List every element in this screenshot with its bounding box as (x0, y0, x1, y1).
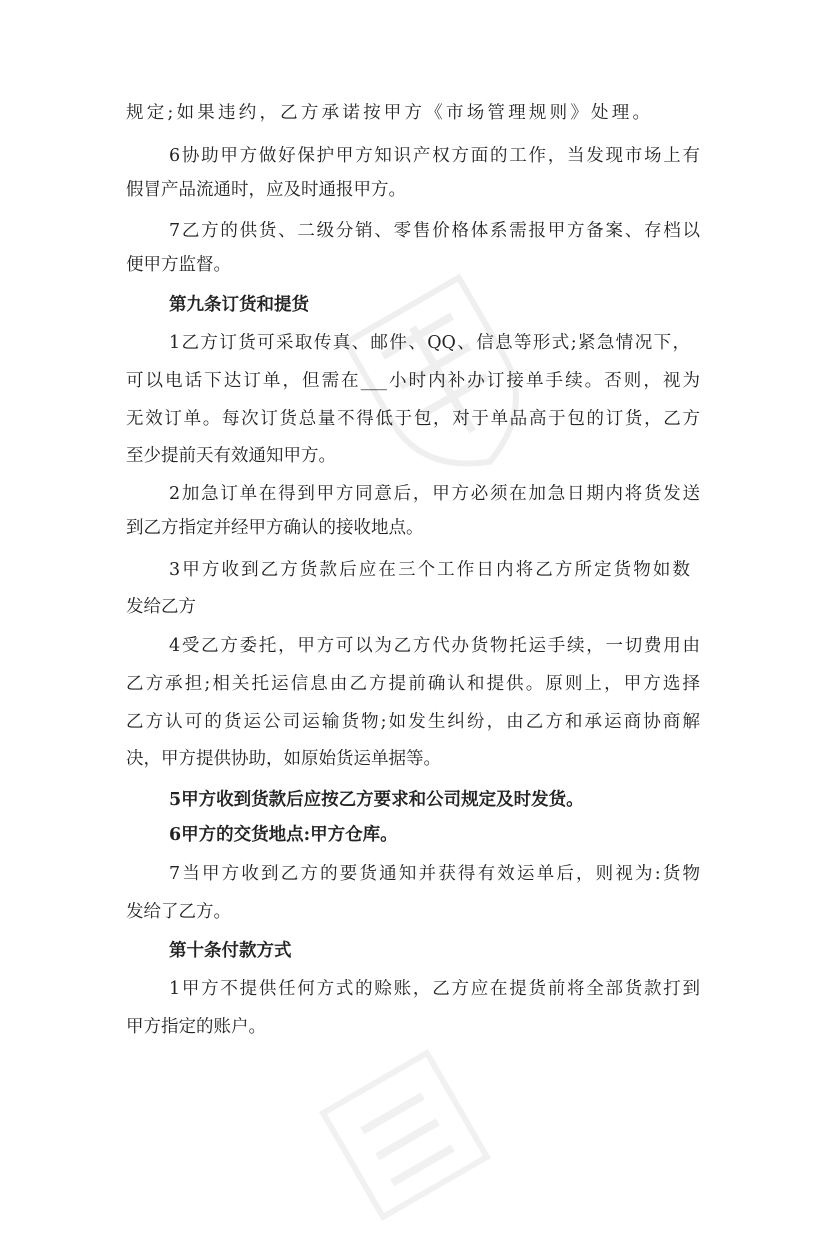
text-line: 7乙方的供货、二级分销、零售价格体系需报甲方备案、存档以 (169, 221, 700, 241)
section-heading: 第九条订货和提货 (169, 295, 309, 315)
text-line: 4受乙方委托，甲方可以为乙方代办货物托运手续，一切费用由 (169, 636, 700, 656)
text-line: 3甲方收到乙方货款后应在三个工作日内将乙方所定货物如数 (169, 560, 690, 580)
text-line: 无效订单。每次订货总量不得低于包，对于单品高于包的订货，乙方 (126, 409, 700, 429)
text-line: 乙方认可的货运公司运输货物;如发生纠纷，由乙方和承运商协商解 (126, 712, 700, 732)
text-line: 规定;如果违约，乙方承诺按甲方《市场管理规则》处理。 (126, 103, 650, 123)
text-line: 1乙方订货可采取传真、邮件、QQ、信息等形式;紧急情况下， (169, 333, 690, 353)
text-line: 6协助甲方做好保护甲方知识产权方面的工作，当发现市场上有 (169, 146, 700, 166)
text-line: 决，甲方提供协助，如原始货运单据等。 (126, 749, 441, 769)
text-line: 到乙方指定并经甲方确认的接收地点。 (126, 518, 424, 538)
text-line: 7当甲方收到乙方的要货通知并获得有效运单后，则视为:货物 (169, 864, 700, 884)
text-line: 便甲方监督。 (126, 255, 231, 275)
text-line: 乙方承担;相关托运信息由乙方提前确认和提供。原则上，甲方选择 (126, 674, 700, 694)
text-line: 1甲方不提供任何方式的赊账，乙方应在提货前将全部货款打到 (169, 979, 700, 999)
text-line: 甲方指定的账户。 (126, 1017, 266, 1037)
text-line: 发给了乙方。 (126, 902, 231, 922)
text-line: 发给乙方 (126, 597, 196, 617)
text-line: 6甲方的交货地点:甲方仓库。 (169, 825, 398, 845)
text-line: 至少提前天有效通知甲方。 (126, 446, 336, 466)
watermark-icon (303, 1033, 508, 1237)
text-line: 假冒产品流通时，应及时通报甲方。 (126, 180, 406, 200)
text-line: 可以电话下达订单，但需在___小时内补办订接单手续。否则，视为 (126, 371, 700, 391)
text-line: 5甲方收到货款后应按乙方要求和公司规定及时发货。 (169, 790, 584, 810)
text-line: 2加急订单在得到甲方同意后，甲方必须在加急日期内将货发送 (169, 484, 700, 504)
section-heading: 第十条付款方式 (169, 941, 292, 961)
